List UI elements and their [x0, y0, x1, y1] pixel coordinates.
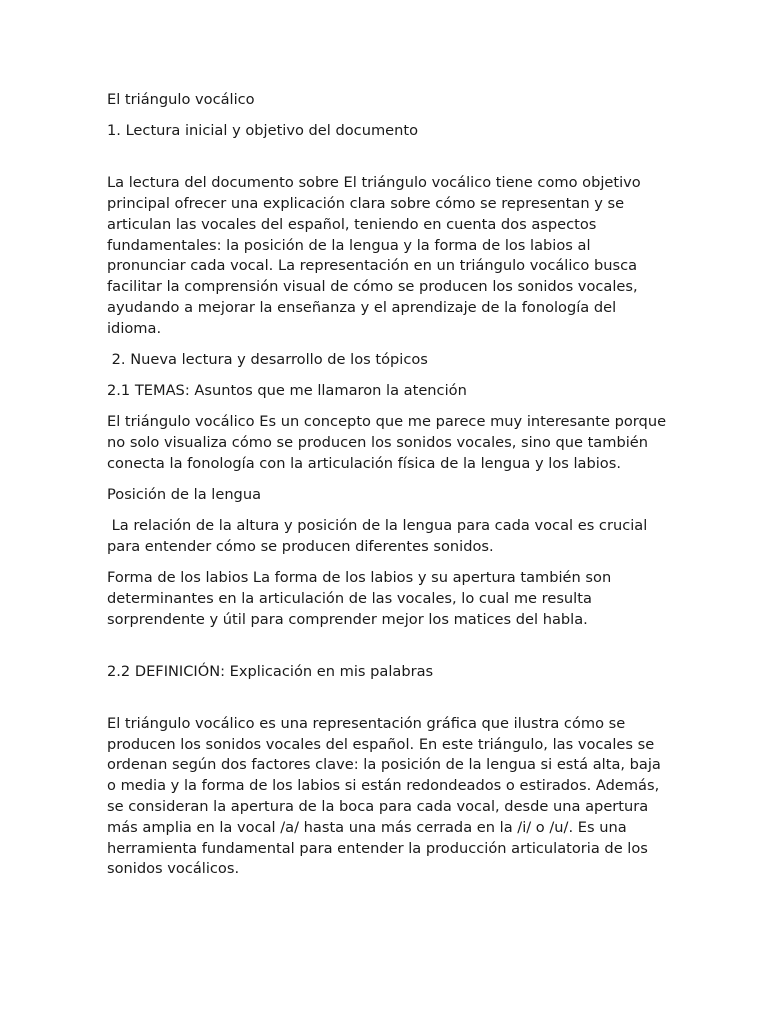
blank-line	[107, 641, 667, 662]
blank-line	[107, 152, 667, 173]
section-2-2-paragraph: El triángulo vocálico es una representación gráfica que ilustra cómo se producen los sonidos vocales del español. En este triángulo, las vocales se ordenan según dos factores clave: la posición de la lengua si está alta, baja o media y la forma de los labios si están redondeados o estirados. Además, se consideran la apertura de la boca para cada vocal, desde una apertura más amplia en la vocal /a/ hasta una más cerrada en la /i/ o /u/. Es una herramienta fundamental para entender la producción articulatoria de los sonidos vocálicos.	[107, 714, 666, 878]
blank-line	[107, 693, 667, 714]
document-page	[107, 90, 671, 891]
tongue-position-paragraph: La relación de la altura y posición de la lengua para cada vocal es crucial para entender cómo se producen diferentes sonidos.	[107, 517, 652, 556]
tongue-position-heading: Posición de la lengua	[107, 486, 262, 504]
section-1-heading: 1. Lectura inicial y objetivo del documento	[107, 122, 419, 140]
section-2-heading: 2. Nueva lectura y desarrollo de los tópicos	[107, 350, 428, 368]
lip-shape-paragraph: Forma de los labios La forma de los labios y su apertura también son determinantes en la articulación de las vocales, lo cual me resulta sorprendente y útil para comprender mejor los matices del habla.	[107, 569, 616, 628]
section-2-2-heading: 2.2 DEFINICIÓN: Explicación en mis palabras	[107, 662, 434, 680]
document-title: El triángulo vocálico	[107, 91, 255, 108]
section-2-1-heading: 2.1 TEMAS: Asuntos que me llamaron la atención	[107, 382, 467, 400]
section-2-1-paragraph: El triángulo vocálico Es un concepto que me parece muy interesante porque no solo visualiza cómo se producen los sonidos vocales, sino que también conecta la fonología con la articulación física de la lengua y los labios.	[107, 413, 671, 472]
section-1-paragraph: La lectura del documento sobre El triángulo vocálico tiene como objetivo principal ofrecer una explicación clara sobre cómo se representan y se articulan las vocales del español, teniendo en cuenta dos aspectos fundamentales: la posición de la lengua y la forma de los labios al pronunciar cada vocal. La representación en un triángulo vocálico busca facilitar la comprensión visual de cómo se producen los sonidos vocales, ayudando a mejorar la enseñanza y el aprendizaje de la fonología del idioma.	[107, 174, 646, 337]
